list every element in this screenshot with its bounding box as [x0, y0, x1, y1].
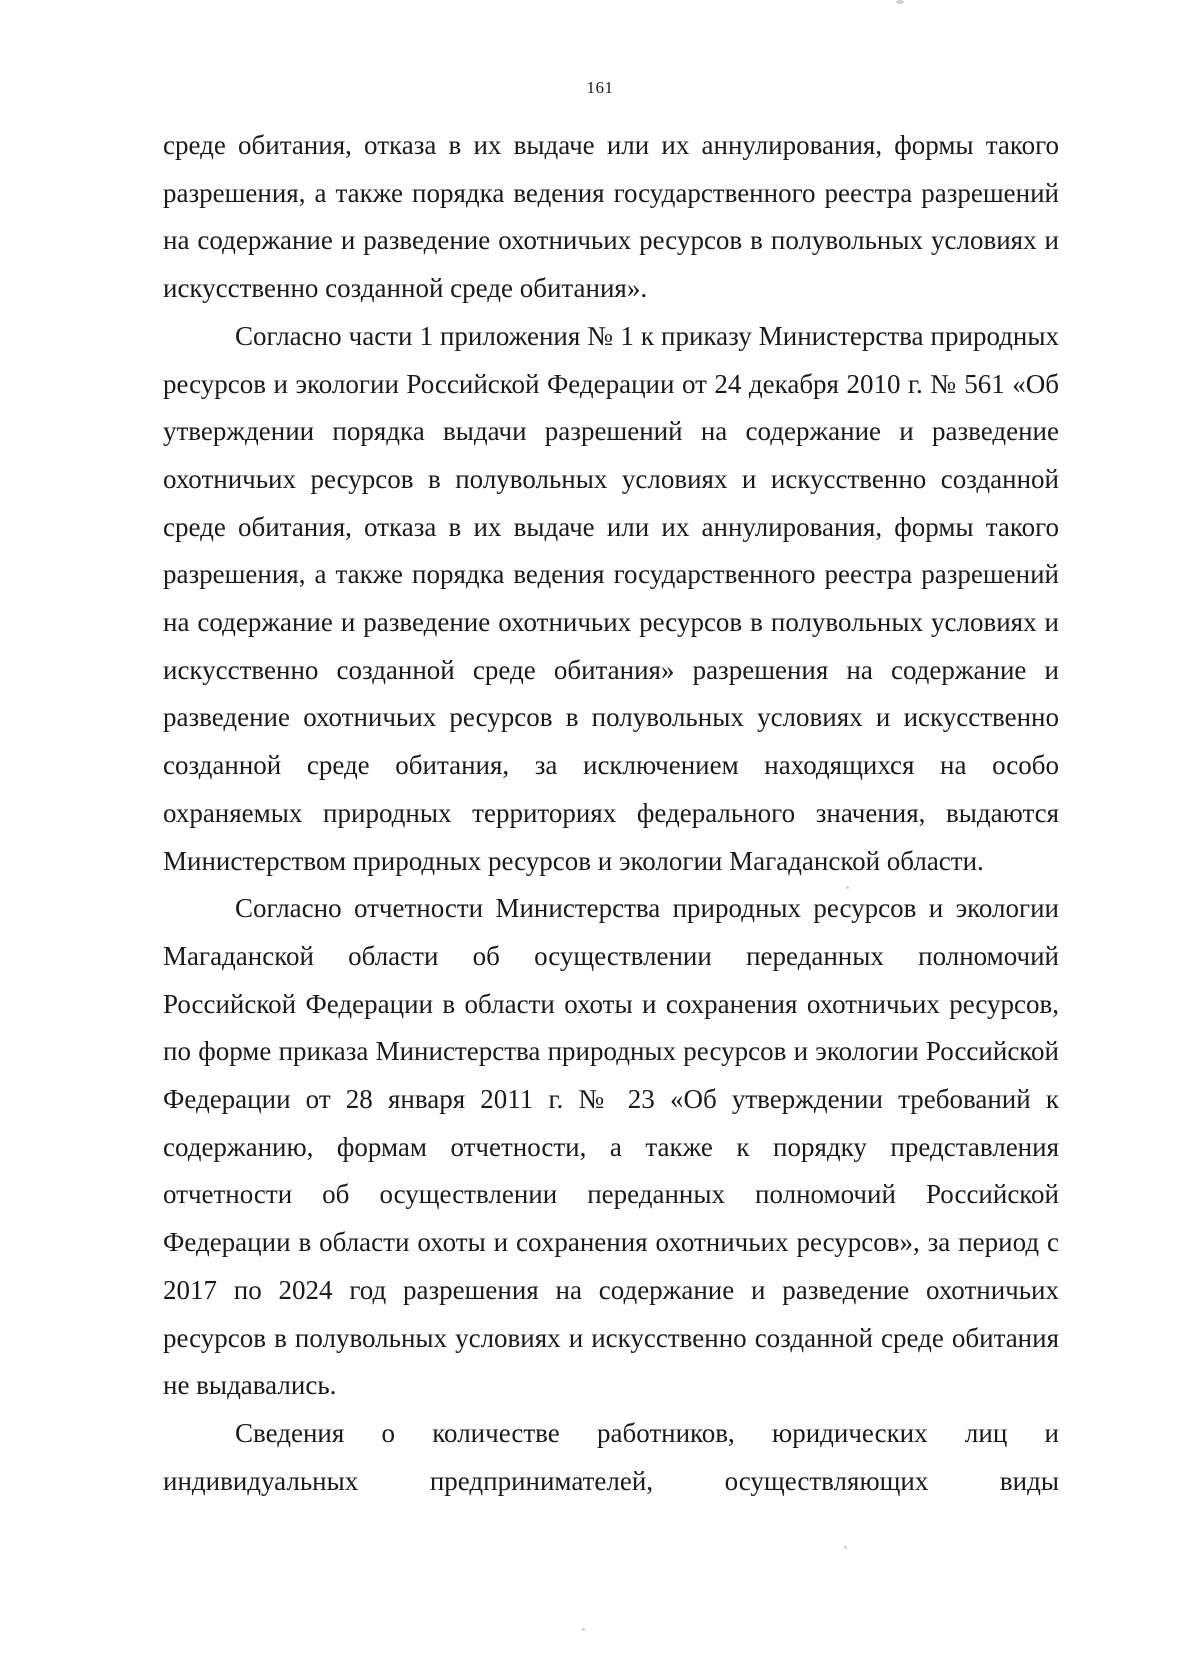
paragraph-reporting: Согласно отчетности Министерства природных ресурсов и экологии Магаданской области об осуществлении переданных полномочий Российской Федерации в области охоты и сохранения охотничьих ресурсов, по форме приказа Министерства природных ресурсов и экологии Российской Федерации от 28 января 2011 г. № 23 «Об утверждении требований к содержанию, формам отчетности, а также к порядку представления отчетности об осуществлении переданных полномочий Российской Федерации в области охоты и сохранения охотничьих ресурсов», за период с 2017 по 2024 год разрешения на содержание и разведение охотничьих ресурсов в полувольных условиях и искусственно созданной среде обитания не выдавались. [163, 893, 1059, 1401]
document-body [163, 122, 1059, 1505]
paragraph-continuation: среде обитания, отказа в их выдаче или их аннулирования, формы такого разрешения, а также порядка ведения государственного реестра разрешений на содержание и разведение охотничьих ресурсов в полувольных условиях и искусственно созданной среде обитания». [163, 130, 1059, 304]
scan-speck [846, 886, 849, 889]
paragraph-order-561: Согласно части 1 приложения № 1 к приказу Министерства природных ресурсов и экологии Российской Федерации от 24 декабря 2010 г. № 561 «Об утверждении порядка выдачи разрешений на содержание и разведение охотничьих ресурсов в полувольных условиях и искусственно созданной среде обитания, отказа в их выдаче или их аннулирования, формы такого разрешения, а также порядка ведения государственного реестра разрешений на содержание и разведение охотничьих ресурсов в полувольных условиях и искусственно созданной среде обитания» разрешения на содержание и разведение охотничьих ресурсов в полувольных условиях и искусственно созданной среде обитания, за исключением находящихся на особо охраняемых природных территориях федерального значения, выдаются Министерством природных ресурсов и экологии Магаданской области. [163, 320, 1059, 876]
scan-speck [896, 0, 904, 4]
scan-speck [844, 1546, 847, 1549]
page-number: 161 [586, 78, 614, 97]
paragraph-employees-info: Сведения о количестве работников, юридических лиц и индивидуальных предпринимателей, осуществляющих виды [163, 1417, 1059, 1496]
scan-speck [582, 1628, 585, 1631]
